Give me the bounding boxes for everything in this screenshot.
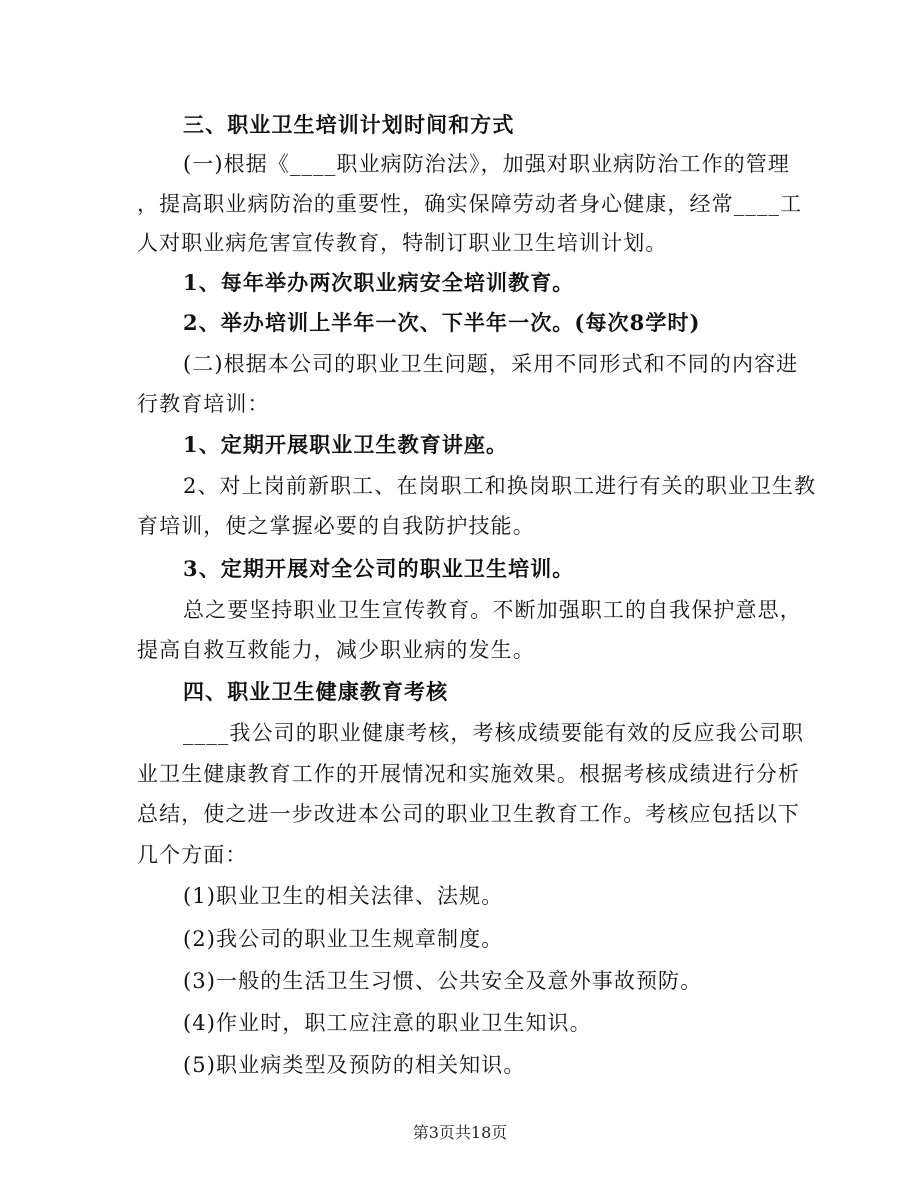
list-item: (2)我公司的职业卫生规章制度。 [183, 927, 504, 951]
page-number-footer: 第3页共18页 [412, 1123, 508, 1142]
list-item: (3)一般的生活卫生习惯、公共安全及意外事故预防。 [183, 969, 703, 993]
list-item: (5)职业病类型及预防的相关知识。 [183, 1053, 526, 1077]
paragraph-line: 2、对上岗前新职工、在岗职工和换岗职工进行有关的职业卫生教 [183, 474, 817, 498]
paragraph-line: 育培训，使之掌握必要的自我防护技能。 [137, 514, 535, 538]
list-item-bold: 1、定期开展职业卫生教育讲座。 [183, 432, 509, 457]
section-heading-3: 三、职业卫生培训计划时间和方式 [183, 112, 515, 137]
paragraph-line: 提高自救互救能力，减少职业病的发生。 [137, 638, 535, 662]
paragraph-line: (一)根据《____职业病防治法》，加强对职业病防治工作的管理 [183, 152, 790, 176]
list-item: (1)职业卫生的相关法律、法规。 [183, 884, 504, 908]
section-heading-4: 四、职业卫生健康教育考核 [183, 679, 449, 704]
paragraph-line: ，提高职业病防治的重要性，确实保障劳动者身心健康，经常____工 [137, 192, 803, 216]
paragraph-line: 几个方面： [137, 843, 248, 867]
paragraph-line: ____我公司的职业健康考核，考核成绩要能有效的反应我公司职 [183, 721, 804, 745]
paragraph-line: 行教育培训： [137, 392, 270, 416]
paragraph-line: 人对职业病危害宣传教育，特制订职业卫生培训计划。 [137, 231, 668, 255]
paragraph-line: 业卫生健康教育工作的开展情况和实施效果。根据考核成绩进行分析 [137, 762, 800, 786]
list-item-bold: 1、每年举办两次职业病安全培训教育。 [183, 270, 575, 295]
paragraph-line: 总之要坚持职业卫生宣传教育。不断加强职工的自我保护意思， [183, 598, 802, 622]
list-item-bold: 2、举办培训上半年一次、下半年一次。(每次8学时) [183, 310, 701, 335]
list-item-bold: 3、定期开展对全公司的职业卫生培训。 [183, 556, 575, 581]
paragraph-line: 总结，使之进一步改进本公司的职业卫生教育工作。考核应包括以下 [137, 802, 800, 826]
list-item: (4)作业时，职工应注意的职业卫生知识。 [183, 1011, 592, 1035]
paragraph-line: (二)根据本公司的职业卫生问题，采用不同形式和不同的内容进 [183, 352, 799, 376]
